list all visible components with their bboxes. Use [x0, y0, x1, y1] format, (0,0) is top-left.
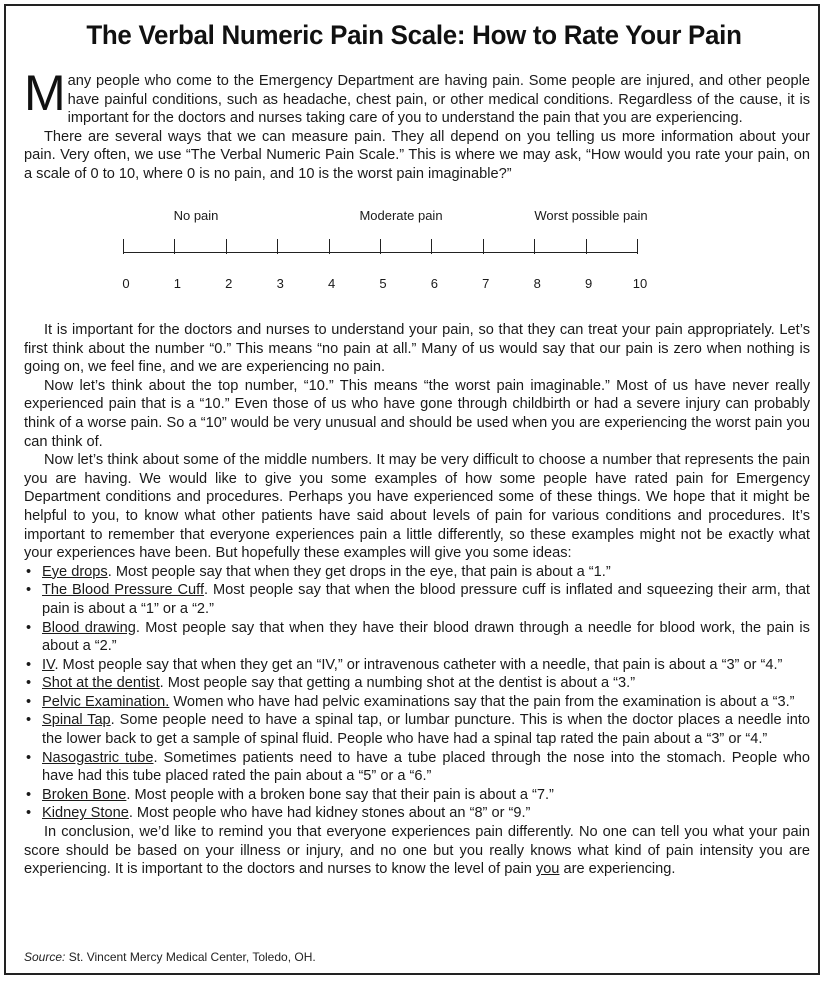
intro-paragraph-1-text: any people who come to the Emergency Department are having pain. Some people are injured, and other people have painful conditions, such as headache, chest pain, or other medical conditions. Regardless of the cause, it is important for the doctors and nurses taking care of you to understand the pain that you are experiencing.	[67, 73, 810, 127]
scale-number: 10	[632, 276, 648, 291]
scale-tick	[380, 239, 381, 254]
example-text: . Sometimes patients need to have a tube placed through the nose into the stomach. People who have had this tube placed rated the pain about a “5” or a “6.”	[42, 749, 810, 785]
scale-tick	[637, 239, 638, 254]
body-paragraph-2: Now let’s think about the top number, “10.” This means “the worst pain imaginable.” Most of us have never really experienced pain that is a “10.” Even those of us who have gone through childbirth or had a severe injury can probably think of a worse pain. So a “10” would be very unusual and should be used when you are experiencing the worst pain you can think of.	[24, 377, 810, 450]
example-term: Eye drops	[42, 563, 108, 580]
scale-bar	[123, 236, 637, 256]
conclusion-paragraph	[24, 823, 810, 879]
scale-caption-worst-pain: Worst possible pain	[534, 208, 648, 223]
scale-number: 6	[430, 276, 439, 291]
list-item	[24, 786, 810, 805]
list-item	[24, 656, 810, 675]
example-text: . Most people say that getting a numbing shot at the dentist is about a “3.”	[159, 675, 636, 692]
scale-tick	[483, 239, 484, 254]
list-item	[24, 693, 810, 712]
pain-scale	[6, 206, 822, 296]
scale-number: 0	[122, 276, 130, 291]
scale-tick	[277, 239, 278, 254]
example-text: . Some people need to have a spinal tap, or lumbar puncture. This is when the doctor places a needle into the lower back to get a sample of spinal fluid. People who have had a spinal tap rated the pain about a “3” or “4.”	[42, 712, 810, 748]
example-term: Nasogastric tube	[42, 749, 154, 766]
list-item	[24, 581, 810, 618]
example-text: . Most people with a broken bone say that their pain is about a “7.”	[126, 786, 554, 803]
body-paragraph-3: Now let’s think about some of the middle numbers. It may be very difficult to choose a number that represents the pain you are having. We would like to give you some examples of how some people have rated pain for Emergency Department conditions and procedures. Perhaps you have experienced some of these things. We hope that it might be helpful to you, to know what other patients have said about levels of pain for various conditions and procedures. It’s important to remember that everyone experiences pain a little differently, so these examples might not be exactly what your experiences have been. But hopefully these examples will give you some ideas:	[24, 452, 810, 562]
example-term: Pelvic Examination.	[42, 693, 170, 710]
list-item	[24, 749, 810, 786]
source-label: Source:	[24, 950, 66, 964]
scale-caption-no-pain: No pain	[173, 208, 219, 223]
example-text: . Most people say that when the blood pressure cuff is inflated and squeezing their arm, that pain is about a “1” or a “2.”	[42, 582, 810, 617]
example-text: . Most people say that when they have their blood drawn through a needle for blood work, the pain is about a “2.”	[42, 619, 810, 655]
list-item	[24, 804, 810, 823]
body-section	[24, 321, 810, 879]
scale-tick	[431, 239, 432, 254]
scale-tick	[226, 239, 227, 254]
list-item	[24, 563, 810, 582]
intro-paragraph-1	[24, 65, 810, 128]
conclusion-end: are experiencing.	[559, 861, 676, 878]
page-title: The Verbal Numeric Pain Scale: How to Rate Your Pain	[86, 20, 742, 50]
scale-number: 4	[327, 276, 336, 291]
document-frame	[4, 4, 820, 975]
body-paragraph-1: It is important for the doctors and nurses to understand your pain, so that they can treat your pain appropriately. Let’s first think about the number “0.” This means “no pain at all.” Many of us would say that our pain is zero when nothing is going on, we feel fine, and we are experiencing no pain.	[24, 322, 810, 376]
example-term: Spinal Tap	[42, 712, 111, 729]
scale-number: 5	[379, 276, 387, 291]
scale-caption-moderate-pain: Moderate pain	[359, 208, 443, 223]
example-text: Women who have had pelvic examinations say that the pain from the examination is about a “3.”	[169, 693, 795, 710]
example-text: . Most people say that when they get an “IV,” or intravenous catheter with a needle, that pain is about a “3” or “4.”	[54, 656, 783, 673]
source-text: St. Vincent Mercy Medical Center, Toledo, OH.	[65, 950, 316, 964]
scale-number: 2	[225, 276, 233, 291]
scale-tick	[534, 239, 535, 254]
scale-tick	[329, 239, 330, 254]
conclusion-text: In conclusion, we’d like to remind you that everyone experiences pain differently. No one can tell you what your pain score should be based on your illness or injury, and no one but you really knows what kind of pain intensity you are experiencing. It is important to the doctors and nurses to know the level of pain	[24, 824, 810, 878]
scale-tick	[174, 239, 175, 254]
example-term: The Blood Pressure Cuff	[42, 582, 205, 599]
source-citation	[24, 950, 316, 964]
list-item	[24, 711, 810, 748]
scale-number: 3	[276, 276, 284, 291]
pain-examples-list	[24, 563, 810, 823]
conclusion-emphasis: you	[535, 861, 560, 878]
scale-number: 8	[533, 276, 541, 291]
example-term: Broken Bone	[42, 786, 127, 803]
intro-section	[24, 65, 810, 184]
scale-tick	[123, 239, 124, 254]
drop-cap: M	[24, 65, 66, 121]
example-term: Shot at the dentist	[42, 675, 160, 692]
scale-number: 7	[482, 276, 490, 291]
scale-number: 1	[173, 276, 182, 291]
example-term: Blood drawing	[42, 619, 136, 636]
example-text: . Most people say that when they get drops in the eye, that pain is about a “1.”	[107, 563, 611, 580]
example-term: Kidney Stone	[42, 805, 129, 822]
scale-number: 9	[584, 276, 593, 291]
list-item	[24, 674, 810, 693]
list-item	[24, 619, 810, 656]
intro-paragraph-2: There are several ways that we can measure pain. They all depend on you telling us more information about your pain. Very often, we use “The Verbal Numeric Pain Scale.” This is where we may ask, “How would you rate your pain, on a scale of 0 to 10, where 0 is no pain, and 10 is the worst pain imaginable?”	[24, 128, 810, 182]
example-term: IV	[42, 656, 55, 673]
example-text: . Most people who have had kidney stones about an “8” or “9.”	[128, 805, 531, 822]
scale-tick	[586, 239, 587, 254]
